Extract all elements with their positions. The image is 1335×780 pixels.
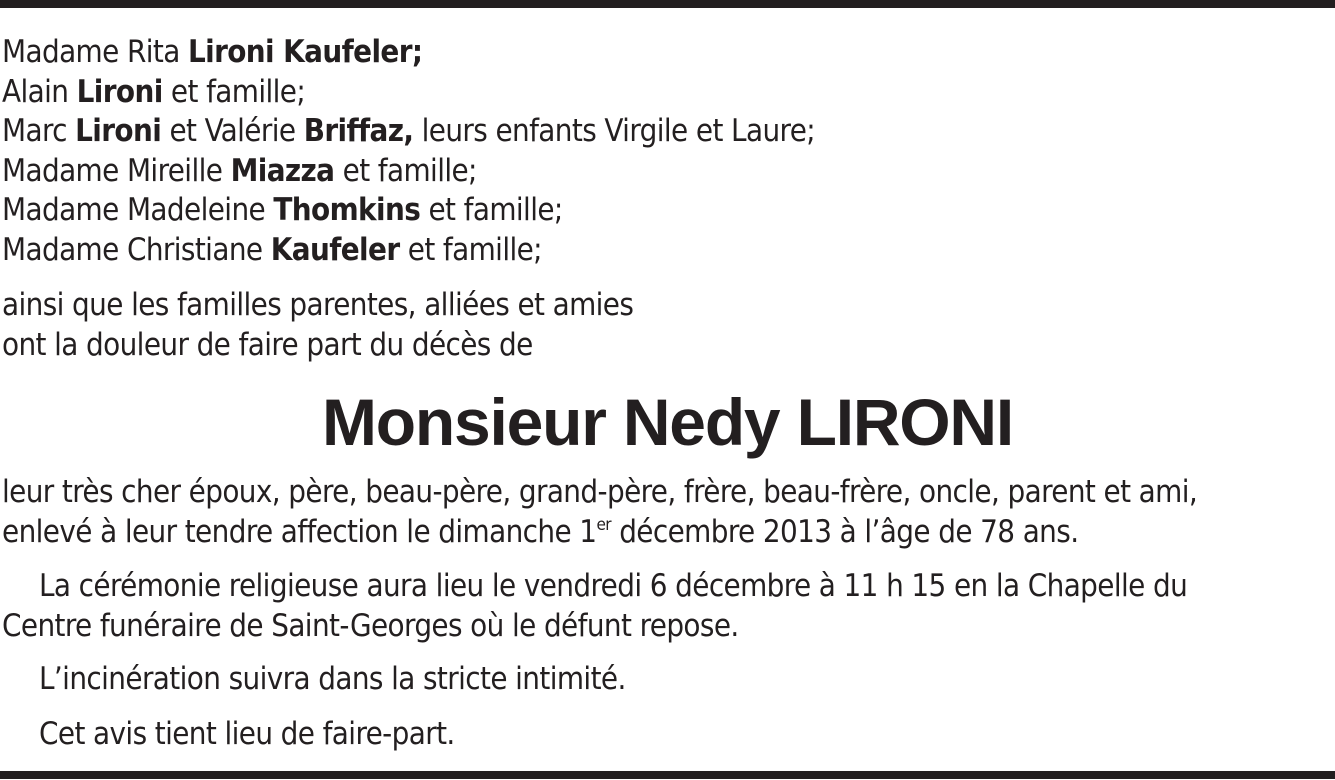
family-line [2, 33, 815, 73]
family-text: Madame Mireille [2, 152, 231, 189]
ceremony-line: La cérémonie religieuse aura lieu le vendredi 6 décembre à 11 h 15 en la Chapelle du [39, 568, 1188, 604]
notice-line: Cet avis tient lieu de faire-part. [39, 716, 455, 752]
family-text: et Valérie [161, 113, 304, 149]
family-surname: Lironi [76, 73, 163, 110]
family-surname: Lironi Kaufeler; [187, 34, 423, 70]
ordinal-suffix: er [596, 515, 611, 535]
ceremony-line: Centre funéraire de Saint-Georges où le défunt repose. [2, 608, 739, 644]
family-text: leurs enfants Virgile et Laure; [413, 113, 816, 149]
family-text: et famille; [162, 73, 306, 110]
family-surname: Miazza [230, 152, 335, 189]
family-text: Madame Rita [2, 34, 188, 70]
intro-line: ainsi que les familles parentes, alliées et amies [2, 287, 634, 323]
incineration-line: L’incinération suivra dans la stricte intimité. [39, 661, 626, 697]
top-border-rule [0, 0, 1335, 8]
family-line [2, 73, 815, 113]
family-text: Madame Madeleine [2, 192, 274, 228]
family-text: et famille; [399, 231, 542, 268]
family-line [2, 191, 815, 231]
family-text: et famille; [334, 152, 477, 189]
family-text: Alain [2, 73, 77, 110]
notice-paragraph [2, 714, 455, 754]
relation-text-part: décembre 2013 à l’âge de 78 ans. [610, 514, 1079, 550]
family-surname: Briffaz, [303, 113, 414, 149]
relation-line: leur très cher époux, père, beau-père, grand-père, frère, beau-frère, oncle, parent et ami, [2, 474, 1198, 510]
family-line [2, 231, 815, 271]
family-text: Madame Christiane [2, 231, 271, 268]
family-surname: Lironi [75, 113, 162, 149]
family-text: et famille; [420, 192, 563, 228]
relation-text [2, 472, 1197, 552]
relation-text-part: enlevé à leur tendre affection le dimanche 1 [2, 514, 597, 550]
intro-line: ont la douleur de faire part du décès de [2, 327, 533, 363]
relation-line [2, 512, 1197, 552]
family-text: Marc [2, 113, 76, 149]
family-list [2, 33, 815, 270]
deceased-name: Monsieur Nedy LIRONI [321, 385, 1014, 459]
intro-text [2, 285, 633, 365]
bottom-border-rule [0, 771, 1335, 779]
family-surname: Thomkins [273, 192, 421, 228]
incineration-paragraph [2, 659, 626, 699]
family-surname: Kaufeler [270, 231, 400, 268]
family-line [2, 112, 815, 152]
family-line [2, 152, 815, 192]
ceremony-paragraph [2, 566, 1187, 646]
